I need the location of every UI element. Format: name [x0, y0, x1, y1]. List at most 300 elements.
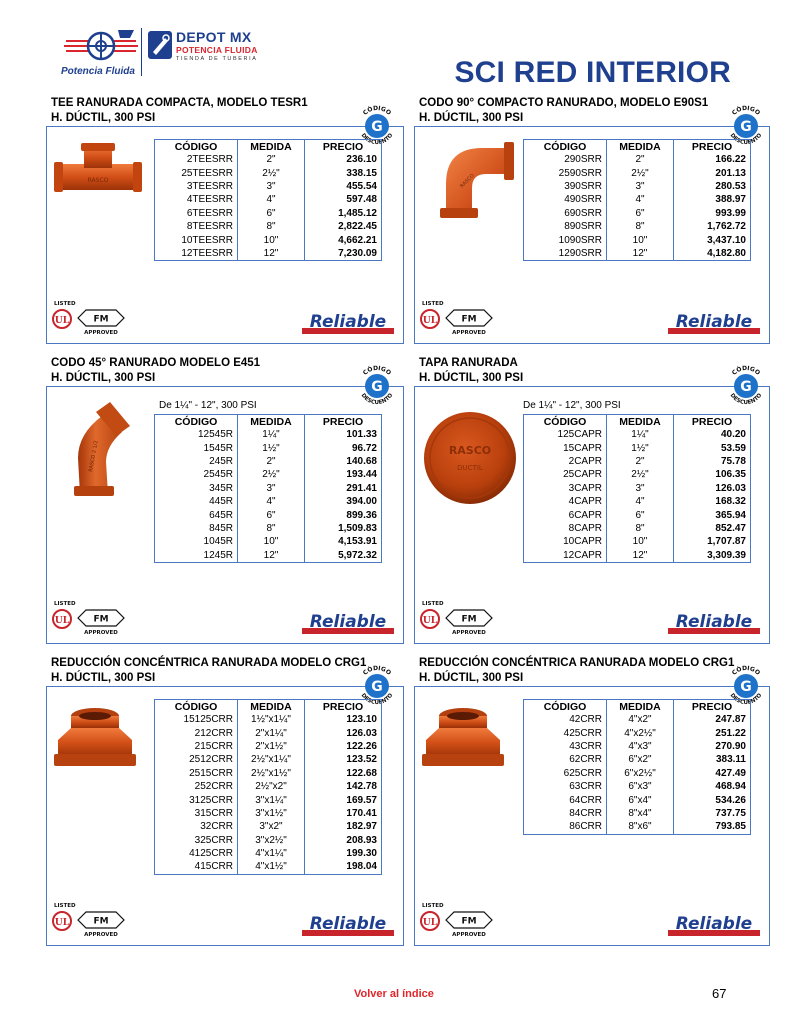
code-cell: 1545R	[155, 441, 238, 454]
code-cell: 15CAPR	[524, 441, 607, 454]
table-row	[524, 220, 751, 233]
size-cell: 2"	[607, 153, 674, 166]
table-row	[524, 713, 751, 726]
column-header-precio: PRECIO	[674, 140, 751, 154]
price-table	[523, 139, 751, 261]
size-cell: 4"	[238, 193, 305, 206]
price-cell: 2,822.45	[305, 220, 382, 233]
reducer-product-image	[418, 702, 508, 777]
table-row	[524, 247, 751, 261]
price-cell: 201.13	[674, 166, 751, 179]
svg-text:FM: FM	[93, 614, 109, 625]
price-cell: 597.48	[305, 193, 382, 206]
size-cell: 8"x6"	[607, 820, 674, 834]
table-row	[155, 860, 382, 874]
table-row	[155, 549, 382, 563]
code-cell: 2CAPR	[524, 455, 607, 468]
code-cell: 390SRR	[524, 180, 607, 193]
table-row	[524, 807, 751, 820]
back-to-index-link[interactable]: Volver al índice	[354, 988, 434, 1000]
code-cell: 62CRR	[524, 753, 607, 766]
code-cell: 12545R	[155, 428, 238, 441]
size-cell: 2"x1½"	[238, 740, 305, 753]
section-title: CODO 45° RANURADO MODELO E451	[51, 357, 261, 369]
svg-text:LISTED: LISTED	[54, 903, 76, 909]
size-cell: 10"	[238, 535, 305, 548]
table-row	[155, 780, 382, 793]
price-cell: 5,972.32	[305, 549, 382, 563]
svg-text:FM: FM	[461, 916, 477, 927]
table-row	[524, 153, 751, 166]
column-header-codigo: CÓDIGO	[155, 415, 238, 429]
size-cell: 3"x2½"	[238, 834, 305, 847]
column-header-codigo: CÓDIGO	[524, 140, 607, 154]
price-cell: 7,230.09	[305, 247, 382, 261]
reliable-brand-logo	[668, 610, 760, 634]
code-cell: 2515CRR	[155, 767, 238, 780]
svg-text:FM: FM	[461, 314, 477, 325]
table-row	[155, 508, 382, 521]
code-cell: 12TEESRR	[155, 247, 238, 261]
column-header-precio: PRECIO	[305, 415, 382, 429]
size-cell: 12"	[238, 549, 305, 563]
section-subtitle: H. DÚCTIL, 300 PSI	[51, 372, 156, 384]
table-row	[155, 180, 382, 193]
svg-text:G: G	[371, 379, 383, 395]
section-title: CODO 90° COMPACTO RANURADO, MODELO E90S1	[419, 97, 709, 109]
table-row	[524, 468, 751, 481]
price-cell: 388.97	[674, 193, 751, 206]
size-cell: 3"	[238, 482, 305, 495]
price-cell: 142.78	[305, 780, 382, 793]
svg-text:DESCUENTO: DESCUENTO	[728, 692, 764, 707]
svg-text:CÓDIGO: CÓDIGO	[730, 664, 762, 677]
code-cell: 25CAPR	[524, 468, 607, 481]
table-row	[155, 153, 382, 166]
svg-text:G: G	[371, 679, 383, 695]
svg-text:FM: FM	[93, 314, 109, 325]
price-cell: 383.11	[674, 753, 751, 766]
size-cell: 6"	[238, 207, 305, 220]
code-cell: 1290SRR	[524, 247, 607, 261]
svg-text:G: G	[740, 379, 752, 395]
price-table	[523, 414, 751, 563]
code-cell: 8CAPR	[524, 522, 607, 535]
svg-text:APPROVED: APPROVED	[84, 330, 118, 336]
svg-text:DESCUENTO: DESCUENTO	[359, 692, 395, 707]
code-cell: 2545R	[155, 468, 238, 481]
table-row	[155, 753, 382, 766]
price-cell: 198.04	[305, 860, 382, 874]
size-cell: 4"x2½"	[607, 726, 674, 739]
size-cell: 8"x4"	[607, 807, 674, 820]
section-subtitle: H. DÚCTIL, 300 PSI	[419, 372, 524, 384]
size-cell: 1½"x1¼"	[238, 713, 305, 726]
page-title: SCI RED INTERIOR	[454, 56, 731, 89]
size-cell: 3"x1¼"	[238, 793, 305, 806]
size-cell: 6"x3"	[607, 780, 674, 793]
price-cell: 182.97	[305, 820, 382, 833]
ul-fm-certification-marks	[52, 900, 148, 938]
discount-code-badge	[724, 364, 766, 406]
code-cell: 12CAPR	[524, 549, 607, 563]
price-cell: 140.68	[305, 455, 382, 468]
price-table	[154, 139, 382, 261]
ul-fm-certification-marks	[420, 900, 516, 938]
section-title: TAPA RANURADA	[419, 357, 518, 369]
code-cell: 64CRR	[524, 793, 607, 806]
size-cell: 1¼"	[607, 428, 674, 441]
table-row	[524, 508, 751, 521]
price-cell: 4,182.80	[674, 247, 751, 261]
ul-fm-certification-marks	[420, 298, 516, 336]
size-cell: 6"	[238, 508, 305, 521]
code-cell: 3TEESRR	[155, 180, 238, 193]
svg-text:CÓDIGO: CÓDIGO	[730, 104, 762, 117]
table-row	[524, 740, 751, 753]
table-row	[155, 834, 382, 847]
size-cell: 6"x2½"	[607, 767, 674, 780]
svg-text:UL: UL	[54, 316, 70, 326]
code-cell: 25TEESRR	[155, 166, 238, 179]
price-cell: 427.49	[674, 767, 751, 780]
code-cell: 125CAPR	[524, 428, 607, 441]
svg-text:APPROVED: APPROVED	[452, 630, 486, 636]
price-cell: 338.15	[305, 166, 382, 179]
price-cell: 199.30	[305, 847, 382, 860]
table-row	[524, 495, 751, 508]
price-cell: 168.32	[674, 495, 751, 508]
logo2-tagline: TIENDA DE TUBERIA	[176, 56, 258, 62]
size-cell: 2½"	[607, 468, 674, 481]
size-cell: 2½"x2"	[238, 780, 305, 793]
code-cell: 212CRR	[155, 726, 238, 739]
section-title: REDUCCIÓN CONCÉNTRICA RANURADA MODELO CRG1	[51, 657, 367, 669]
size-cell: 2"	[238, 455, 305, 468]
ul-fm-certification-marks	[420, 598, 516, 636]
svg-text:APPROVED: APPROVED	[84, 932, 118, 938]
price-cell: 96.72	[305, 441, 382, 454]
size-cell: 12"	[238, 247, 305, 261]
size-cell: 8"	[238, 522, 305, 535]
price-cell: 193.44	[305, 468, 382, 481]
pressure-range-note: De 1¼" - 12", 300 PSI	[523, 400, 621, 411]
price-cell: 122.26	[305, 740, 382, 753]
svg-text:Reliable: Reliable	[309, 914, 387, 934]
price-cell: 291.41	[305, 482, 382, 495]
price-cell: 126.03	[674, 482, 751, 495]
size-cell: 8"	[607, 220, 674, 233]
price-cell: 123.52	[305, 753, 382, 766]
code-cell: 42CRR	[524, 713, 607, 726]
code-cell: 1090SRR	[524, 233, 607, 246]
price-cell: 993.99	[674, 207, 751, 220]
size-cell: 3"	[607, 482, 674, 495]
svg-text:APPROVED: APPROVED	[84, 630, 118, 636]
svg-text:RASCO: RASCO	[448, 444, 492, 457]
price-cell: 169.57	[305, 793, 382, 806]
reliable-brand-logo	[302, 912, 394, 936]
column-header-precio: PRECIO	[305, 140, 382, 154]
table-row	[524, 233, 751, 246]
elbow45-product-image	[66, 400, 136, 505]
svg-text:G: G	[371, 119, 383, 135]
svg-text:DESCUENTO: DESCUENTO	[728, 132, 764, 147]
size-cell: 2½"	[238, 468, 305, 481]
price-cell: 170.41	[305, 807, 382, 820]
svg-text:Reliable: Reliable	[675, 914, 753, 934]
column-header-codigo: CÓDIGO	[524, 700, 607, 714]
svg-text:LISTED: LISTED	[54, 301, 76, 307]
size-cell: 4"	[607, 495, 674, 508]
svg-text:RASCO 2 1/2: RASCO 2 1/2	[88, 440, 100, 473]
svg-text:RASCO: RASCO	[87, 177, 109, 184]
price-cell: 101.33	[305, 428, 382, 441]
size-cell: 6"	[607, 207, 674, 220]
price-cell: 1,509.83	[305, 522, 382, 535]
code-cell: 252CRR	[155, 780, 238, 793]
table-row	[524, 793, 751, 806]
section-subtitle: H. DÚCTIL, 300 PSI	[419, 672, 524, 684]
size-cell: 8"	[238, 220, 305, 233]
cap-product-image	[420, 408, 520, 513]
column-header-medida: MEDIDA	[607, 700, 674, 714]
svg-text:UL: UL	[422, 316, 438, 326]
page-number: 67	[712, 986, 727, 1001]
reducer-product-image	[50, 702, 140, 777]
table-row	[524, 726, 751, 739]
table-row	[155, 482, 382, 495]
price-cell: 251.22	[674, 726, 751, 739]
size-cell: 3"x1½"	[238, 807, 305, 820]
table-row	[155, 767, 382, 780]
table-row	[155, 247, 382, 261]
size-cell: 4"	[238, 495, 305, 508]
logo-divider	[141, 28, 142, 76]
code-cell: 3CAPR	[524, 482, 607, 495]
size-cell: 2"x1¼"	[238, 726, 305, 739]
price-cell: 455.54	[305, 180, 382, 193]
table-row	[155, 441, 382, 454]
code-cell: 845R	[155, 522, 238, 535]
price-cell: 123.10	[305, 713, 382, 726]
size-cell: 4"x1¼"	[238, 847, 305, 860]
price-cell: 1,707.87	[674, 535, 751, 548]
code-cell: 63CRR	[524, 780, 607, 793]
column-header-codigo: CÓDIGO	[524, 415, 607, 429]
price-cell: 394.00	[305, 495, 382, 508]
svg-text:RASCO: RASCO	[459, 172, 476, 190]
price-cell: 75.78	[674, 455, 751, 468]
code-cell: 15125CRR	[155, 713, 238, 726]
size-cell: 2½"x1½"	[238, 767, 305, 780]
ul-fm-certification-marks	[52, 298, 148, 336]
code-cell: 6CAPR	[524, 508, 607, 521]
svg-text:G: G	[740, 679, 752, 695]
table-row	[155, 535, 382, 548]
column-header-codigo: CÓDIGO	[155, 140, 238, 154]
column-header-medida: MEDIDA	[238, 140, 305, 154]
price-table	[154, 699, 382, 875]
svg-text:LISTED: LISTED	[422, 903, 444, 909]
price-cell: 247.87	[674, 713, 751, 726]
table-row	[524, 535, 751, 548]
price-cell: 468.94	[674, 780, 751, 793]
size-cell: 3"	[238, 180, 305, 193]
size-cell: 12"	[607, 247, 674, 261]
table-row	[155, 820, 382, 833]
table-row	[155, 193, 382, 206]
code-cell: 4CAPR	[524, 495, 607, 508]
svg-text:LISTED: LISTED	[422, 601, 444, 607]
price-cell: 40.20	[674, 428, 751, 441]
size-cell: 4"x3"	[607, 740, 674, 753]
tee-product-image	[52, 142, 144, 217]
code-cell: 890SRR	[524, 220, 607, 233]
table-row	[155, 207, 382, 220]
table-row	[155, 713, 382, 726]
code-cell: 32CRR	[155, 820, 238, 833]
depot-mx-icon	[147, 30, 173, 60]
reliable-brand-logo	[668, 310, 760, 334]
code-cell: 215CRR	[155, 740, 238, 753]
svg-text:DESCUENTO: DESCUENTO	[728, 392, 764, 407]
price-cell: 166.22	[674, 153, 751, 166]
ul-fm-certification-marks	[52, 598, 148, 636]
price-cell: 534.26	[674, 793, 751, 806]
svg-text:DUCTIL: DUCTIL	[457, 464, 483, 472]
code-cell: 43CRR	[524, 740, 607, 753]
size-cell: 1½"	[607, 441, 674, 454]
column-header-medida: MEDIDA	[238, 415, 305, 429]
code-cell: 10CAPR	[524, 535, 607, 548]
svg-text:CÓDIGO: CÓDIGO	[361, 104, 393, 117]
svg-text:UL: UL	[422, 616, 438, 626]
size-cell: 1½"	[238, 441, 305, 454]
size-cell: 2½"	[607, 166, 674, 179]
code-cell: 415CRR	[155, 860, 238, 874]
svg-text:FM: FM	[461, 614, 477, 625]
svg-text:DESCUENTO: DESCUENTO	[359, 132, 395, 147]
code-cell: 690SRR	[524, 207, 607, 220]
price-table	[154, 414, 382, 563]
size-cell: 2"	[607, 455, 674, 468]
column-header-medida: MEDIDA	[607, 140, 674, 154]
svg-text:FM: FM	[93, 916, 109, 927]
table-row	[524, 193, 751, 206]
section-title: REDUCCIÓN CONCÉNTRICA RANURADA MODELO CRG1	[419, 657, 735, 669]
table-row	[155, 220, 382, 233]
svg-text:G: G	[740, 119, 752, 135]
code-cell: 4125CRR	[155, 847, 238, 860]
column-header-codigo: CÓDIGO	[155, 700, 238, 714]
logo2-subtitle: POTENCIA FLUIDA	[176, 45, 258, 55]
pressure-range-note: De 1¼" - 12", 300 PSI	[159, 400, 257, 411]
table-row	[524, 820, 751, 834]
code-cell: 3125CRR	[155, 793, 238, 806]
svg-text:UL: UL	[54, 918, 70, 928]
table-row	[524, 522, 751, 535]
table-row	[524, 455, 751, 468]
table-row	[155, 522, 382, 535]
code-cell: 10TEESRR	[155, 233, 238, 246]
section-subtitle: H. DÚCTIL, 300 PSI	[51, 672, 156, 684]
table-row	[155, 455, 382, 468]
table-row	[155, 847, 382, 860]
price-cell: 208.93	[305, 834, 382, 847]
price-cell: 3,309.39	[674, 549, 751, 563]
svg-text:UL: UL	[54, 616, 70, 626]
column-header-medida: MEDIDA	[238, 700, 305, 714]
table-row	[524, 166, 751, 179]
price-table	[523, 699, 751, 835]
price-cell: 4,662.21	[305, 233, 382, 246]
discount-code-badge	[355, 364, 397, 406]
reliable-brand-logo	[668, 912, 760, 936]
table-row	[155, 428, 382, 441]
table-row	[524, 767, 751, 780]
table-row	[155, 166, 382, 179]
size-cell: 3"	[607, 180, 674, 193]
svg-text:Reliable: Reliable	[309, 312, 387, 332]
column-header-medida: MEDIDA	[607, 415, 674, 429]
code-cell: 490SRR	[524, 193, 607, 206]
size-cell: 4"x1½"	[238, 860, 305, 874]
code-cell: 315CRR	[155, 807, 238, 820]
size-cell: 6"x4"	[607, 793, 674, 806]
svg-text:LISTED: LISTED	[422, 301, 444, 307]
table-row	[155, 468, 382, 481]
table-row	[155, 793, 382, 806]
logo1-text: Potencia Fluida	[61, 66, 135, 77]
table-row	[524, 180, 751, 193]
price-cell: 1,485.12	[305, 207, 382, 220]
svg-text:DESCUENTO: DESCUENTO	[359, 392, 395, 407]
svg-text:APPROVED: APPROVED	[452, 932, 486, 938]
code-cell: 2512CRR	[155, 753, 238, 766]
code-cell: 425CRR	[524, 726, 607, 739]
table-row	[155, 807, 382, 820]
price-cell: 899.36	[305, 508, 382, 521]
column-header-precio: PRECIO	[674, 700, 751, 714]
size-cell: 2½"x1¼"	[238, 753, 305, 766]
code-cell: 445R	[155, 495, 238, 508]
code-cell: 1245R	[155, 549, 238, 563]
code-cell: 8TEESRR	[155, 220, 238, 233]
code-cell: 84CRR	[524, 807, 607, 820]
reliable-brand-logo	[302, 310, 394, 334]
table-row	[524, 441, 751, 454]
size-cell: 4"	[607, 193, 674, 206]
code-cell: 2TEESRR	[155, 153, 238, 166]
table-row	[155, 495, 382, 508]
table-row	[524, 207, 751, 220]
reliable-brand-logo	[302, 610, 394, 634]
size-cell: 8"	[607, 522, 674, 535]
price-cell: 852.47	[674, 522, 751, 535]
price-cell: 106.35	[674, 468, 751, 481]
table-row	[155, 726, 382, 739]
table-row	[524, 428, 751, 441]
svg-text:UL: UL	[422, 918, 438, 928]
price-cell: 122.68	[305, 767, 382, 780]
size-cell: 4"x2"	[607, 713, 674, 726]
code-cell: 86CRR	[524, 820, 607, 834]
column-header-precio: PRECIO	[305, 700, 382, 714]
price-cell: 126.03	[305, 726, 382, 739]
section-subtitle: H. DÚCTIL, 300 PSI	[419, 112, 524, 124]
code-cell: 290SRR	[524, 153, 607, 166]
